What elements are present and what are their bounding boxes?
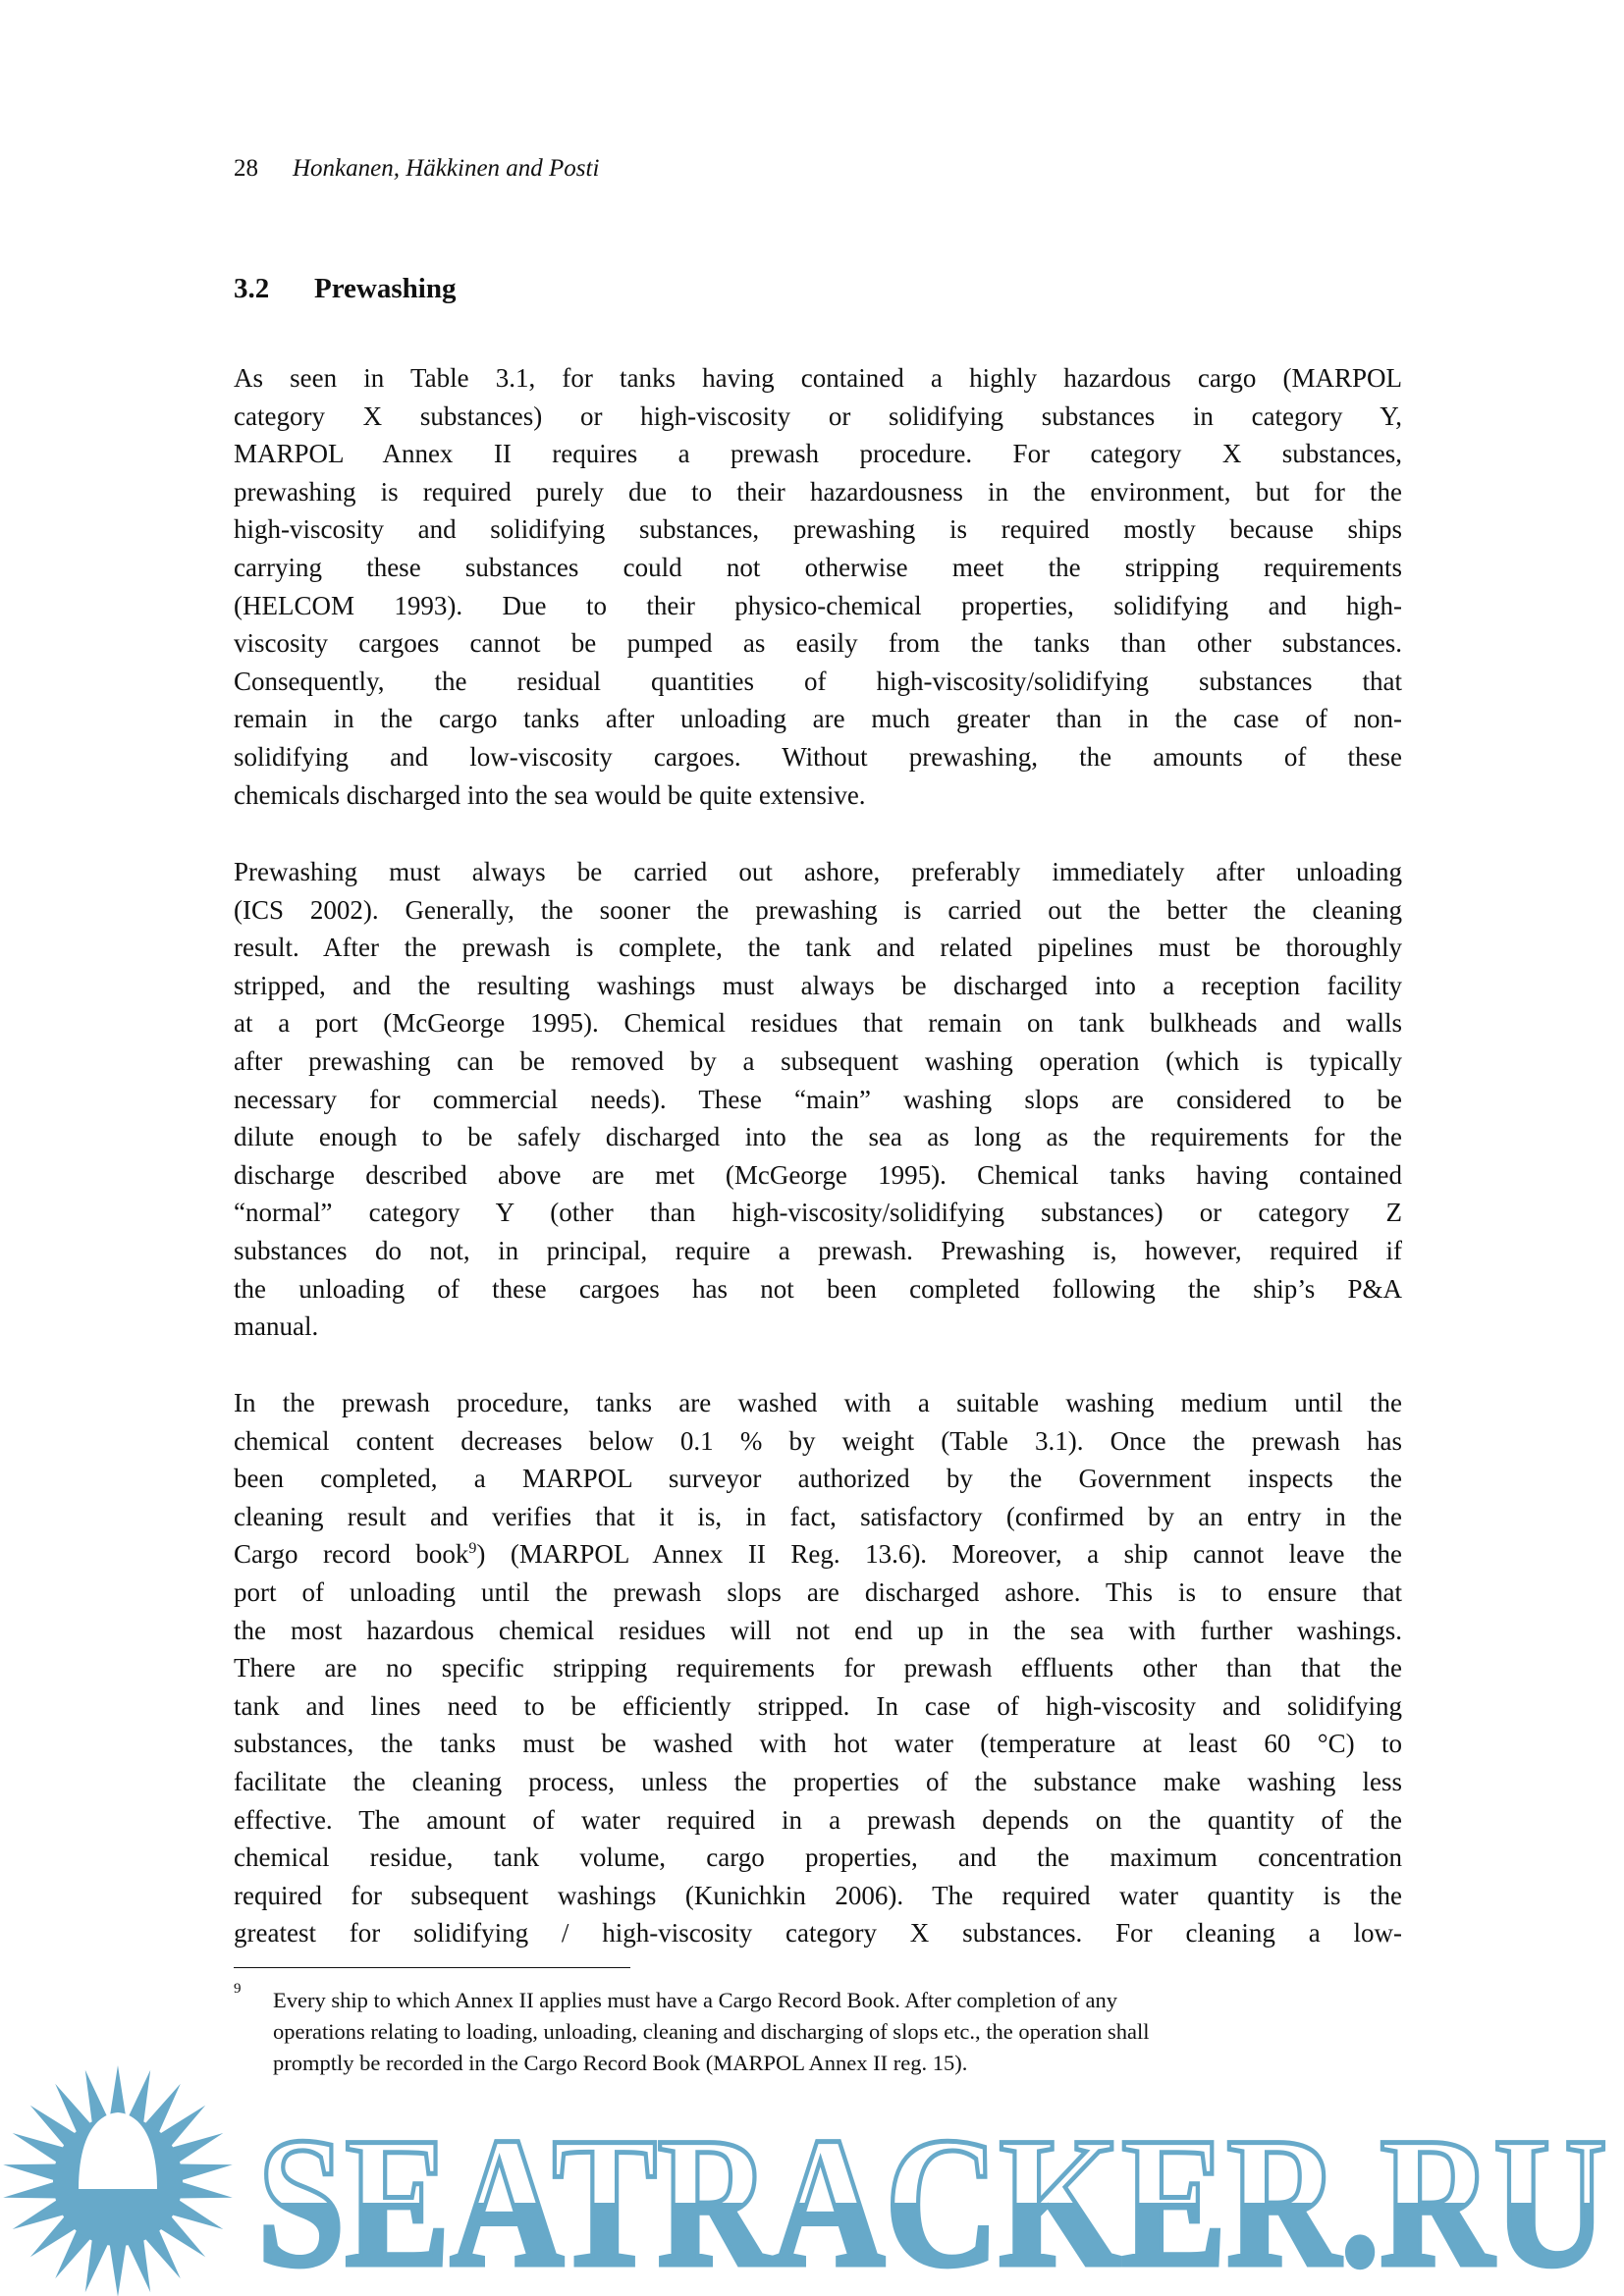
- text-line: [234, 1042, 1402, 1081]
- text-line: [234, 1877, 1402, 1915]
- text-line: [234, 1460, 1402, 1498]
- text-line-content: (HELCOM 1993). Due to their physico-chemical properties, solidifying and high-: [234, 590, 1402, 620]
- text-line: [234, 1194, 1402, 1232]
- text-line-content: port of unloading until the prewash slops are discharged ashore. This is to ensure that: [234, 1576, 1402, 1607]
- footnote-line: promptly be recorded in the Cargo Record Book (MARPOL Annex II reg. 15).: [273, 2051, 968, 2075]
- text-line-content: facilitate the cleaning process, unless the properties of the substance make washing less: [234, 1766, 1402, 1796]
- text-line: [234, 1232, 1402, 1270]
- text-line-content: necessary for commercial needs). These “main” washing slops are considered to be: [234, 1084, 1402, 1114]
- text-line: [234, 891, 1402, 930]
- text-line-content: (ICS 2002). Generally, the sooner the prewashing is carried out the better the cleaning: [234, 894, 1402, 925]
- text-line: [234, 1914, 1402, 1952]
- text-line: [234, 587, 1402, 625]
- text-line: [234, 1801, 1402, 1840]
- text-line-content: greatest for solidifying / high-viscosity category X substances. For cleaning a low-: [234, 1918, 1402, 1949]
- text-line-content: cleaning result and verifies that it is, in fact, satisfactory (confirmed by an entry in the: [234, 1501, 1402, 1531]
- page-number: 28: [234, 155, 258, 182]
- text-line: [234, 967, 1402, 1005]
- text-line-content: chemical residue, tank volume, cargo properties, and the maximum concentration: [234, 1842, 1402, 1873]
- text-line: [234, 473, 1402, 511]
- text-line: [234, 1574, 1402, 1612]
- text-line-content: viscosity cargoes cannot be pumped as easily from the tanks than other substances.: [234, 628, 1402, 659]
- text-line: [234, 776, 1402, 815]
- footnote-divider: [234, 1967, 630, 1968]
- text-line: [234, 435, 1402, 473]
- paragraph-1: [234, 359, 1402, 814]
- text-line-content: Cargo record book: [234, 1539, 469, 1570]
- text-line-content: the unloading of these cargoes has not been completed following the ship’s P&A: [234, 1273, 1402, 1304]
- text-line-content: tank and lines need to be efficiently stripped. In case of high-viscosity and solidifying: [234, 1690, 1402, 1721]
- text-line: [234, 624, 1402, 663]
- text-line-content: required for subsequent washings (Kunichkin 2006). The required water quantity is the: [234, 1880, 1402, 1910]
- text-line-content: There are no specific stripping requirements for prewash effluents other than that the: [234, 1653, 1402, 1683]
- text-line-content: high-viscosity and solidifying substances, prewashing is required mostly because ships: [234, 514, 1402, 545]
- text-line-content: Prewashing must always be carried out ashore, preferably immediately after unloading: [234, 857, 1402, 886]
- section-number: 3.2: [234, 273, 270, 304]
- section-title: Prewashing: [314, 273, 457, 304]
- text-line: [234, 1308, 1402, 1346]
- sun-icon: [3, 2065, 233, 2296]
- text-line: [234, 510, 1402, 549]
- text-line: [234, 549, 1402, 587]
- text-line-content: manual.: [234, 1311, 319, 1342]
- running-header: [234, 155, 599, 183]
- text-line-content: discharge described above are met (McGeorge 1995). Chemical tanks having contained: [234, 1159, 1402, 1190]
- text-line: [234, 929, 1402, 967]
- text-line-content: dilute enough to be safely discharged into the sea as long as the requirements for the: [234, 1122, 1402, 1152]
- paragraph-2: [234, 853, 1402, 1346]
- text-line-content: effective. The amount of water required in a prewash depends on the quantity of the: [234, 1804, 1402, 1835]
- footnote-line: Every ship to which Annex II applies must have a Cargo Record Book. After completion of any: [273, 1988, 1118, 2012]
- text-line: [234, 1535, 1402, 1574]
- text-line: [234, 1384, 1402, 1422]
- text-line: [234, 359, 1402, 398]
- text-line-content: stripped, and the resulting washings must always be discharged into a reception facility: [234, 970, 1402, 1000]
- text-line-content: remain in the cargo tanks after unloading are much greater than in the case of non-: [234, 704, 1402, 734]
- text-line: [234, 738, 1402, 776]
- text-line: [234, 1156, 1402, 1195]
- text-line: [234, 1839, 1402, 1877]
- text-line-content: solidifying and low-viscosity cargoes. Without prewashing, the amounts of these: [234, 741, 1402, 772]
- watermark-text: SEATRACKER.RU: [257, 2100, 1607, 2296]
- paragraph-3: [234, 1384, 1402, 1952]
- text-line-content: “normal” category Y (other than high-viscosity/solidifying substances) or category Z: [234, 1198, 1402, 1228]
- text-line: [234, 1725, 1402, 1763]
- text-line: [234, 1498, 1402, 1536]
- text-line-content: chemical content decreases below 0.1 % by weight (Table 3.1). Once the prewash has: [234, 1425, 1402, 1456]
- text-line-content: substances do not, in principal, require a prewash. Prewashing is, however, required if: [234, 1235, 1402, 1265]
- text-line-content: As seen in Table 3.1, for tanks having contained a highly hazardous cargo (MARPOL: [234, 363, 1402, 393]
- text-line: [234, 1687, 1402, 1726]
- text-line: [234, 1081, 1402, 1119]
- text-line: [234, 853, 1402, 891]
- text-line-content: substances, the tanks must be washed with hot water (temperature at least 60 °C) to: [234, 1729, 1402, 1759]
- running-header-authors: Honkanen, Häkkinen and Posti: [293, 155, 600, 182]
- text-line-content: after prewashing can be removed by a subsequent washing operation (which is typically: [234, 1045, 1402, 1076]
- text-line-content: chemicals discharged into the sea would be quite extensive.: [234, 779, 866, 810]
- section-heading: [234, 273, 456, 305]
- text-line: [234, 1270, 1402, 1308]
- text-line-content: In the prewash procedure, tanks are washed with a suitable washing medium until the: [234, 1388, 1402, 1417]
- text-line-content: been completed, a MARPOL surveyor authorized by the Government inspects the: [234, 1464, 1402, 1494]
- text-line: [234, 1612, 1402, 1650]
- text-line: [234, 663, 1402, 701]
- text-line: [234, 1763, 1402, 1801]
- text-line-content: MARPOL Annex II requires a prewash procedure. For category X substances,: [234, 439, 1402, 469]
- text-line-content: ) (MARPOL Annex II Reg. 13.6). Moreover, a ship cannot leave the: [476, 1539, 1402, 1570]
- text-line-content: carrying these substances could not otherwise meet the stripping requirements: [234, 552, 1402, 582]
- footnote-reference[interactable]: 9: [468, 1540, 477, 1558]
- watermark-logo: [0, 2061, 1624, 2296]
- text-line-content: category X substances) or high-viscosity or solidifying substances in category Y,: [234, 400, 1402, 431]
- text-line: [234, 1118, 1402, 1156]
- text-line-content: prewashing is required purely due to their hazardousness in the environment, but for the: [234, 476, 1402, 507]
- text-line: [234, 398, 1402, 436]
- text-line-content: the most hazardous chemical residues will not end up in the sea with further washings.: [234, 1615, 1402, 1645]
- text-line: [234, 1649, 1402, 1687]
- text-line: [234, 700, 1402, 738]
- text-line: [234, 1422, 1402, 1461]
- text-line: [234, 1004, 1402, 1042]
- text-line-content: result. After the prewash is complete, the tank and related pipelines must be thoroughly: [234, 933, 1402, 963]
- text-line-content: at a port (McGeorge 1995). Chemical residues that remain on tank bulkheads and walls: [234, 1008, 1402, 1039]
- footnote-marker: 9: [234, 1981, 242, 1997]
- footnote-line: operations relating to loading, unloading, cleaning and discharging of slops etc., the operation shall: [273, 2019, 1150, 2044]
- text-line-content: Consequently, the residual quantities of high-viscosity/solidifying substances that: [234, 666, 1402, 696]
